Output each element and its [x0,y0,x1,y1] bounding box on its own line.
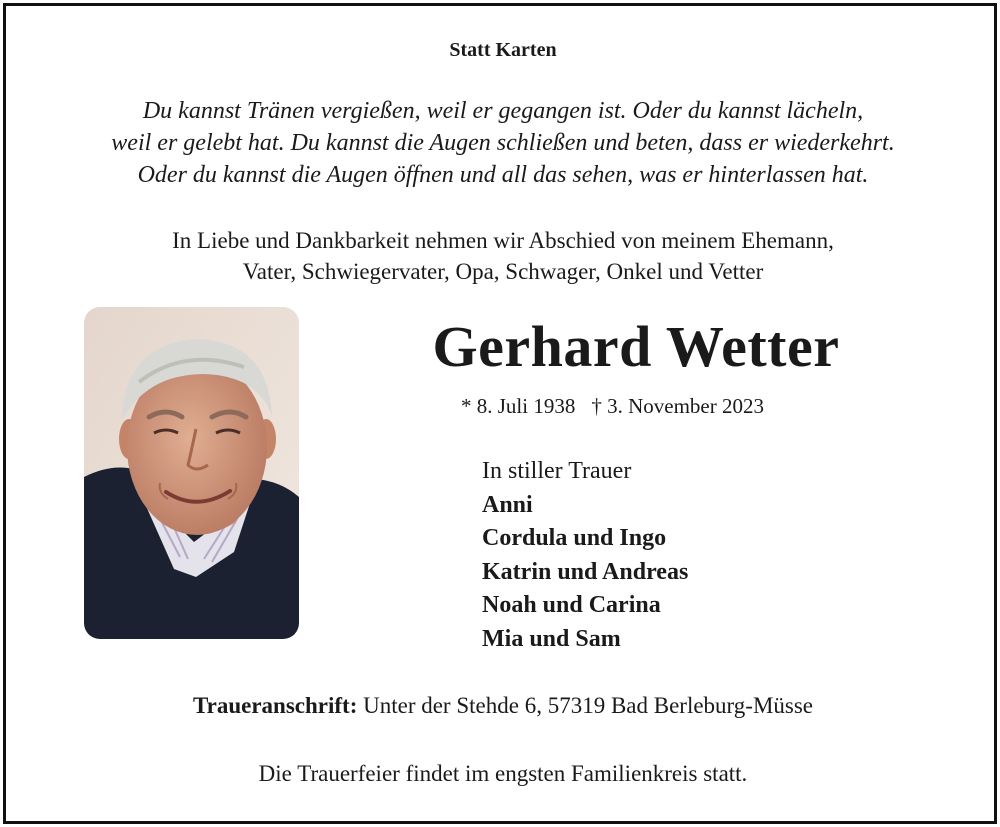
life-dates [461,394,764,419]
ceremony-note: Die Trauerfeier findet im engsten Familienkreis statt. [258,761,748,786]
intro-line: Vater, Schwiegervater, Opa, Schwager, Onkel und Vetter [242,259,764,284]
portrait-illustration [84,307,299,639]
farewell-intro [6,225,1000,287]
intro-line: In Liebe und Dankbarkeit nehmen wir Abschied von meinem Ehemann, [172,228,834,253]
portrait-photo [84,307,299,639]
obituary-notice [3,3,997,824]
poem [6,95,1000,191]
deceased-name: Gerhard Wetter [432,314,840,379]
death-date: † 3. November 2023 [591,394,764,418]
mourner-name: Noah und Carina [482,592,661,618]
mourner-name: Cordula und Ingo [482,525,667,551]
poem-line: weil er gelebt hat. Du kannst die Augen schließen und beten, dass er wiederkehrt. [111,130,895,156]
poem-line: Du kannst Tränen vergießen, weil er gegangen ist. Oder du kannst lächeln, [142,98,864,124]
notice-heading: Statt Karten [449,39,557,61]
mourner-name: Anni [482,491,533,518]
birth-date: * 8. Juli 1938 [461,394,576,418]
mourner-name: Katrin und Andreas [482,558,689,585]
mourning-phrase: In stiller Trauer [482,458,632,484]
poem-line: Oder du kannst die Augen öffnen und all das sehen, was er hinterlassen hat. [137,162,869,188]
address-label: Traueranschrift: [192,693,358,718]
address-value: Unter der Stehde 6, 57319 Bad Berleburg-Müsse [363,693,814,718]
mourners-list [482,455,688,656]
mourning-address [6,693,1000,719]
mourner-name: Mia und Sam [482,625,621,652]
